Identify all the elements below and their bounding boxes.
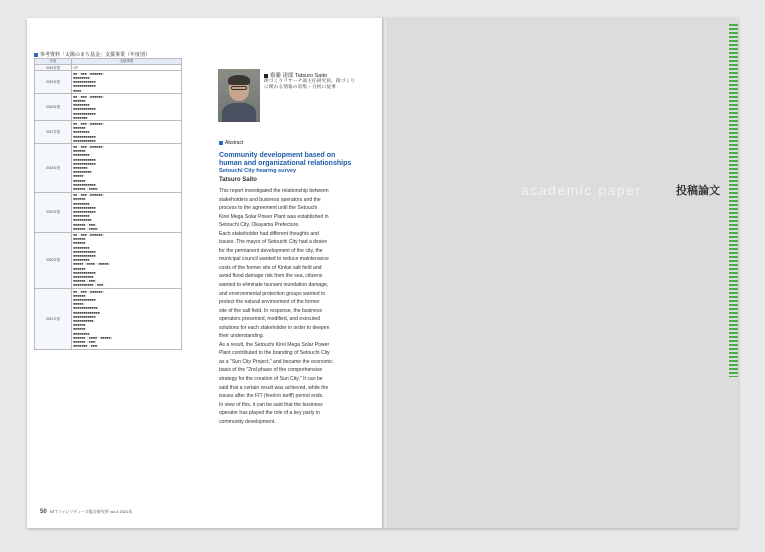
abstract-line: Plant contributed to the branding of Setouchi City bbox=[219, 350, 330, 357]
project-item: ■■■■■■■■■ bbox=[73, 218, 92, 223]
project-item: ■■■■■■■■■■■ bbox=[73, 111, 96, 116]
project-item: ■■■■■■■■ bbox=[73, 258, 90, 263]
project-item: ■■■■■■■■■■■ bbox=[73, 80, 96, 85]
project-item: ■■・■■■（■■■■■■） bbox=[73, 94, 106, 99]
project-item: ■■■■■■■■ bbox=[73, 75, 90, 80]
project-item: ■■■■■■ bbox=[73, 126, 86, 131]
abstract-line: This report investigated the relationship between bbox=[219, 188, 329, 194]
abstract-line: In view of this, it can be said that the business bbox=[219, 401, 323, 408]
project-item: ■■■■■■（■■■■） bbox=[73, 186, 101, 191]
project-item: ■■■■■■■ bbox=[73, 115, 88, 120]
header-projects: 支援事業 bbox=[72, 59, 182, 65]
year-cell: 2014年度 bbox=[35, 65, 72, 71]
year-cell: 2020年度 bbox=[35, 232, 72, 289]
abstract-line: costs of the former site of Kinkai salt field and bbox=[219, 264, 322, 271]
year-cell: 2018年度 bbox=[35, 144, 72, 192]
year-cell: 2017年度 bbox=[35, 121, 72, 144]
abstract-line: municipal council wanted to reduce maintenance bbox=[219, 256, 329, 263]
abstract-line: and environmental protection groups wanted to bbox=[219, 290, 326, 297]
projects-cell bbox=[72, 289, 182, 350]
abstract-line: issues. The mayor of Setouchi City had a desire bbox=[219, 239, 328, 246]
project-item: ■■■■■■（■■■） bbox=[73, 279, 99, 284]
abstract-line: site of the salt field. In response, the business bbox=[219, 307, 323, 314]
projects-cell bbox=[72, 232, 182, 289]
footer-text: NTTファシリティーズ総合研究所 vol.4 2021年 bbox=[49, 509, 133, 514]
projects-cell bbox=[72, 144, 182, 192]
project-item: ■■■■■■（■■■） bbox=[73, 222, 99, 227]
abstract-line: As a result, the Setouchi Kirei Mega Solar Power bbox=[219, 341, 330, 348]
projects-cell bbox=[72, 121, 182, 144]
table-row bbox=[35, 232, 182, 289]
header-year: 年度 bbox=[35, 59, 72, 65]
project-item: ■■■■■■■■■■■ bbox=[73, 157, 96, 162]
project-item: ■■■■■■（■■■■） bbox=[73, 226, 101, 231]
support-projects-table bbox=[34, 58, 182, 350]
right-page bbox=[384, 18, 738, 528]
abstract-label: Abstract bbox=[219, 140, 243, 146]
year-cell: 2015年度 bbox=[35, 71, 72, 94]
section-title-english: academic paper bbox=[521, 182, 642, 198]
table-row bbox=[35, 121, 182, 144]
abstract-line: solutions for each stakeholder in order to deepen bbox=[219, 324, 330, 331]
table-row bbox=[35, 71, 182, 94]
project-item: ■■・■■■（■■■■■■） bbox=[73, 121, 106, 126]
project-item: ■■■■■■ bbox=[73, 178, 86, 183]
project-item: ■■■■■■■■ bbox=[73, 130, 90, 135]
square-bullet-icon bbox=[264, 74, 268, 78]
project-item: ■■■■■ bbox=[73, 302, 84, 307]
table-body bbox=[35, 65, 182, 350]
abstract-body bbox=[219, 187, 353, 426]
abstract-line: protect the natural environment of the former bbox=[219, 299, 320, 306]
square-bullet-icon bbox=[34, 53, 38, 57]
abstract-line: said that a certain result was achieved, while the bbox=[219, 384, 329, 391]
project-item: ■■■■■■■■■■■ bbox=[73, 314, 96, 319]
project-item: ■■■■■■■■ bbox=[73, 331, 90, 336]
project-item: ■■■■■■■■■■ bbox=[73, 275, 94, 280]
section-title-japanese: 投稿論文 bbox=[676, 185, 720, 197]
abstract-line: as a "Sun City Project," and became the economic bbox=[219, 358, 333, 365]
abstract-line: avoid flood damage risk from the sea, citizens bbox=[219, 273, 323, 280]
decorative-stripes bbox=[729, 24, 738, 377]
project-item: ■■■■ bbox=[73, 88, 82, 93]
project-item: ■■■■■■■■■■■ bbox=[73, 161, 96, 166]
project-item: ■■・■■■（■■■■■■） bbox=[73, 233, 106, 238]
project-item: ■■■■■■ bbox=[73, 323, 86, 328]
project-item: ■■■■■■ bbox=[73, 149, 86, 154]
page-number: 50 bbox=[40, 509, 47, 515]
project-item: ■■■■■■■■■■ bbox=[73, 319, 94, 324]
project-item: ■■■■■■■■■■■ bbox=[73, 249, 96, 254]
table-row bbox=[35, 192, 182, 232]
project-item: ■■■■■■■■ bbox=[73, 214, 90, 219]
projects-cell bbox=[72, 192, 182, 232]
project-item: ■■■■■■■■■■■ bbox=[73, 84, 96, 89]
table-row bbox=[35, 94, 182, 121]
author-name: 齋藤 達郎 Tatsuro Saito bbox=[264, 71, 327, 79]
project-item: ■■■■■■ bbox=[73, 293, 86, 298]
project-item: ■■■■■■■■ bbox=[73, 103, 90, 108]
abstract-line: community development. bbox=[219, 418, 276, 425]
project-item: ■■・■■■（■■■■■■） bbox=[73, 71, 106, 76]
project-item: ■■■■■■■■ bbox=[73, 245, 90, 250]
author-affiliation: 街づくりリサーチ部主任研究員。街づくりに関わる情報の収集・分析に従事 bbox=[264, 79, 356, 90]
abstract-line: operators presented, modified, and executed bbox=[219, 316, 321, 323]
abstract-line: operator has played the role of a key party in bbox=[219, 410, 320, 417]
abstract-line: process to the agreement until the Setouchi bbox=[219, 205, 318, 212]
project-item: ■■・■■■（■■■■■■） bbox=[73, 193, 106, 198]
project-item: ■■■■■■■■■■■ bbox=[73, 210, 96, 214]
project-item: ■■■■■■ bbox=[73, 237, 86, 242]
table-title: 参考資料「太陽のまち基金」支援事業（年度別） bbox=[34, 51, 150, 58]
abstract-line: Each stakeholder had different thoughts and bbox=[219, 230, 319, 237]
project-item: ■■■■■■ bbox=[73, 266, 86, 271]
year-cell: 2019年度 bbox=[35, 192, 72, 232]
abstract-line: wanted to eliminate tsunami inundation damage, bbox=[219, 282, 329, 289]
project-item: ■■■■■■ bbox=[73, 241, 86, 246]
author-photo bbox=[218, 69, 260, 122]
project-item: ■■■■■ bbox=[73, 174, 84, 179]
project-item: ■■■■■■■■■■■ bbox=[73, 205, 96, 210]
abstract-author: Tatsuro Saito bbox=[219, 177, 257, 183]
project-item: ■■■■■■■■■■■ bbox=[73, 298, 96, 303]
abstract-line: Kirei Mega Solar Power Plant was established in bbox=[219, 213, 329, 220]
project-item: ■■■■■■■■■■（■■■） bbox=[73, 283, 107, 288]
table-row bbox=[35, 289, 182, 350]
abstract-line: their understanding. bbox=[219, 333, 265, 340]
table-row bbox=[35, 144, 182, 192]
projects-cell bbox=[72, 94, 182, 121]
project-item: ■■■■■■■■ bbox=[73, 153, 90, 158]
year-cell: 2021年度 bbox=[35, 289, 72, 350]
project-item: ■■■■■■■■■■■ bbox=[73, 138, 96, 143]
projects-cell bbox=[72, 71, 182, 94]
project-item: ■■■■■■（■■■） bbox=[73, 340, 99, 345]
square-bullet-icon bbox=[219, 141, 223, 145]
project-item: ■■■■■■■（■■■） bbox=[73, 344, 101, 349]
project-item: ■■■■■■■■■■■ bbox=[73, 107, 96, 112]
project-item: ■■■■■■ bbox=[73, 327, 86, 332]
abstract-line: Setouchi City, Okayama Prefecture. bbox=[219, 222, 300, 229]
book-spine bbox=[382, 18, 386, 528]
project-item: ■■■■■■■■■■■ bbox=[73, 182, 96, 187]
page-footer bbox=[40, 509, 132, 515]
project-item: ■■■■■■■■■■■■ bbox=[73, 306, 98, 311]
project-item: ■■■■■■■■ bbox=[73, 201, 90, 206]
abstract-line: for the permanent development of the city, the bbox=[219, 247, 323, 254]
project-item: 1件 bbox=[73, 65, 79, 70]
project-item: ■■■■■■■■■■■ bbox=[73, 134, 96, 139]
project-item: ■■■■■■（■■■■・■■■■■） bbox=[73, 335, 114, 340]
project-item: ■■■■■■■■■ bbox=[73, 170, 92, 175]
abstract-line: stakeholders and business operators and the bbox=[219, 196, 321, 203]
abstract-subtitle: Setouchi City hearing survey bbox=[219, 168, 297, 174]
year-cell: 2016年度 bbox=[35, 94, 72, 121]
project-item: ■■■■■■ bbox=[73, 197, 86, 202]
project-item: ■■■■■（■■■■・■■■■■） bbox=[73, 262, 112, 267]
abstract-line: strategy for the creation of Sun City." It can be bbox=[219, 376, 323, 383]
project-item: ■■■■■■ bbox=[73, 98, 86, 103]
project-item: ■■・■■■（■■■■■■） bbox=[73, 144, 106, 149]
project-item: ■■■■■■■■■■■ bbox=[73, 254, 96, 259]
project-item: ■■■■■■■ bbox=[73, 165, 88, 170]
abstract-line: basis of the "2nd phase of the comprehensive bbox=[219, 367, 323, 374]
project-item: ■■■■■■■■■■■ bbox=[73, 270, 96, 275]
abstract-title: Community development based on human and organizational relationships bbox=[219, 152, 352, 167]
project-item: ■■・■■■（■■■■■■） bbox=[73, 289, 106, 294]
project-item: ■■■■■■■■■■■■■ bbox=[73, 310, 100, 315]
abstract-line: issues after the FIT (feed-in tariff) period ends. bbox=[219, 393, 324, 400]
